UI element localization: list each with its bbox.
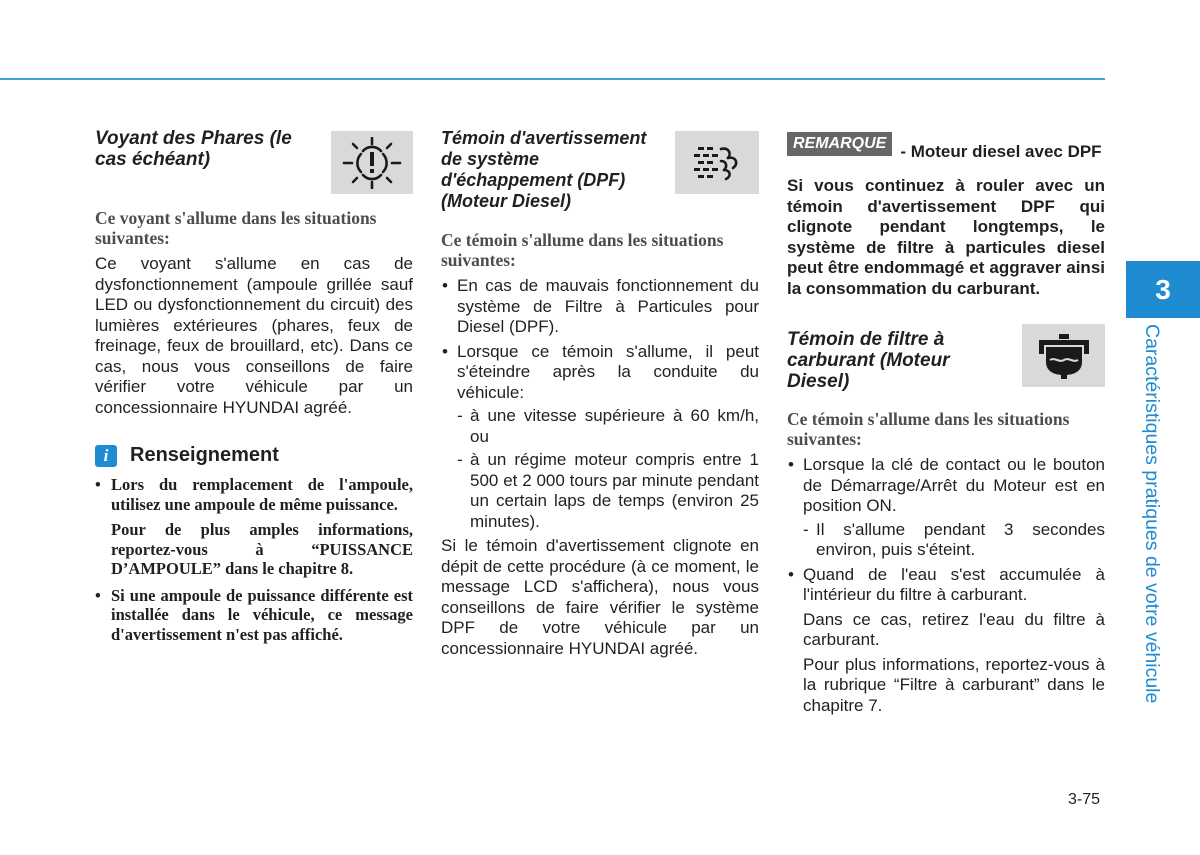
condition-item [441, 342, 759, 533]
condition-item-text: Lorsque ce témoin s'allume, il peut s'éteindre après la conduite du véhicule: [457, 341, 759, 402]
section-subhead: Ce témoin s'allume dans les situations suivantes: [441, 230, 724, 270]
info-header [95, 444, 413, 467]
remark-badge: REMARQUE [787, 132, 892, 156]
info-item [95, 475, 413, 579]
section-title: Voyant des Phares (le cas échéant) [95, 128, 292, 170]
chapter-tab: 3 [1126, 261, 1200, 318]
info-icon: i [95, 445, 117, 467]
remark-header [787, 128, 1105, 162]
condition-item: • En cas de mauvais fonctionnement du système de Filtre à Particules pour Diesel (DPF). [441, 276, 759, 338]
condition-note: Pour plus informations, reportez-vous à la rubrique “Filtre à carburant” dans le chapitre 7. [803, 654, 1105, 715]
condition-item [787, 565, 1105, 717]
section-subhead: Ce témoin s'allume dans les situations suivantes: [787, 409, 1070, 449]
condition-note: Dans ce cas, retirez l'eau du filtre à carburant. [803, 609, 1105, 649]
sub-condition-list [457, 406, 759, 532]
section-header [95, 128, 413, 194]
section-body: Si le témoin d'avertissement clignote en dépit de cette procédure (à ce moment, le message LCD s'affichera), nous vous conseillons de faire vérifier le système DPF de votre véhicule par un concessionnaire HYUNDAI agréé. [441, 536, 759, 658]
info-item-text: • Si une ampoule de puissance différente est installée dans le véhicule, ce message d'avertissement n'est pas affiché. [111, 585, 413, 644]
section-subhead: Ce voyant s'allume dans les situations suivantes: [95, 208, 377, 248]
condition-list [787, 455, 1105, 716]
info-item-extra: Pour de plus amples informations, reportez-vous à “PUISSANCE D’AMPOULE” dans le chapitre 8. [111, 520, 413, 578]
section-header [787, 329, 1105, 395]
column-dpf-warning [441, 128, 759, 659]
info-title: Renseignement [130, 444, 279, 466]
chapter-title: Caractéristiques pratiques de votre véhicule [1141, 324, 1163, 704]
column-headlamp-warning [95, 128, 413, 651]
fuel-filter-icon [1022, 324, 1105, 387]
condition-item-text: Lorsque la clé de contact ou le bouton de Démarrage/Arrêt du Moteur est en position ON. [803, 455, 1105, 515]
section-title: Témoin de filtre à carburant (Moteur Diesel) [787, 329, 950, 392]
info-list [95, 475, 413, 644]
sub-condition-list [803, 520, 1105, 561]
headlamp-warning-icon [331, 131, 413, 194]
section-header [441, 128, 759, 212]
section-body: Ce voyant s'allume en cas de dysfonctionnement (ampoule grillée sauf LED ou dysfonctionnement du circuit) des lumières extérieures (phares, feux de freinage, feux de brouillard, etc). Dans ce cas, nous vous conseillons de faire vérifier votre véhicule par un concessionnaire HYUNDAI agréé. [95, 254, 413, 417]
sub-condition-item: - Il s'allume pendant 3 secondes environ, puis s'éteint. [803, 520, 1105, 561]
top-rule [0, 78, 1105, 80]
page-number: 3-75 [1068, 791, 1101, 808]
sub-condition-item: - à un régime moteur compris entre 1 500 et 2 000 tours par minute pendant un certain laps de temps (environ 25 minutes). [457, 450, 759, 532]
condition-item [787, 455, 1105, 561]
condition-list [441, 276, 759, 532]
info-item [95, 586, 413, 645]
condition-item-text: Quand de l'eau s'est accumulée à l'intérieur du filtre à carburant. [803, 564, 1105, 604]
section-title: Témoin d'avertissement de système d'échappement (DPF) (Moteur Diesel) [441, 128, 647, 211]
remark-title: - Moteur diesel avec DPF [900, 142, 1102, 161]
remark-text: Si vous continuez à rouler avec un témoin d'avertissement DPF qui clignote pendant longtemps, le système de filtre à particules diesel peut être endommagé et aggraver ainsi la consommation du carburant. [787, 176, 1105, 298]
sub-condition-item: - à une vitesse supérieure à 60 km/h, ou [457, 406, 759, 447]
column-fuel-filter [787, 128, 1105, 720]
info-item-text: • Lors du remplacement de l'ampoule, utilisez une ampoule de même puissance. [111, 475, 413, 514]
dpf-warning-icon [675, 131, 759, 194]
